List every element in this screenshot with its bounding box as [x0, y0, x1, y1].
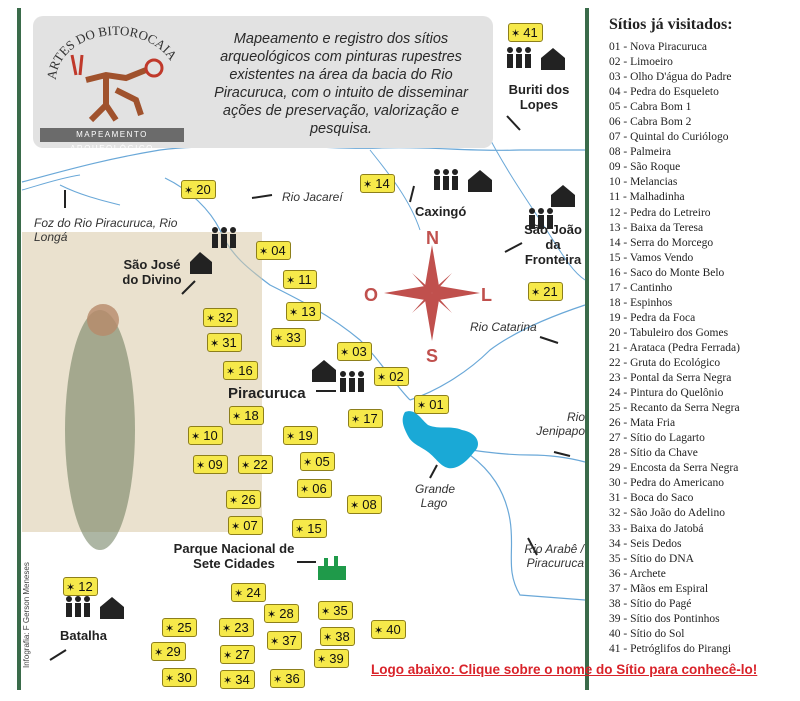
rock-art-icon: ✶ — [511, 28, 521, 40]
legend-item[interactable]: 38 - Sítio do Pagé — [609, 597, 692, 610]
legend-item[interactable]: 11 - Malhadinha — [609, 191, 685, 204]
site-marker-26[interactable]: ✶ 26 — [226, 490, 261, 509]
site-marker-18[interactable]: ✶ 18 — [229, 406, 264, 425]
legend-item[interactable]: 32 - São João do Adelino — [609, 507, 725, 520]
site-marker-40[interactable]: ✶ 40 — [371, 620, 406, 639]
legend-item[interactable]: 36 - Archete — [609, 567, 666, 580]
legend-item[interactable]: 23 - Pontal da Serra Negra — [609, 372, 732, 385]
place-buriti-dos-lopes: Buriti dos Lopes — [508, 82, 570, 112]
rock-art-icon: ✶ — [165, 673, 175, 685]
legend-item[interactable]: 08 - Palmeira — [609, 146, 671, 159]
site-marker-21[interactable]: ✶ 21 — [528, 282, 563, 301]
rock-art-icon: ✶ — [317, 654, 327, 666]
logo-text: ARTES DO BITOROCAIA — [43, 22, 181, 81]
legend-item[interactable]: 15 - Vamos Vendo — [609, 251, 694, 264]
people-house-icon — [66, 596, 124, 619]
arrow-icon — [410, 186, 414, 202]
rock-art-icon: ✶ — [273, 674, 283, 686]
river-line — [470, 455, 585, 600]
legend-item[interactable]: 20 - Tabuleiro dos Gomes — [609, 326, 729, 339]
legend-item[interactable]: 33 - Baixa do Jatobá — [609, 522, 704, 535]
river-label-jenipapo: Rio Jenipapo — [536, 410, 585, 438]
rock-art-icon: ✶ — [350, 500, 360, 512]
river-line — [22, 175, 80, 190]
legend-item[interactable]: 41 - Petróglifos do Pirangi — [609, 642, 732, 655]
rock-art-icon: ✶ — [377, 372, 387, 384]
arrow-icon — [554, 452, 570, 456]
place-caxingo: Caxingó — [415, 204, 467, 219]
site-marker-27[interactable]: ✶ 27 — [220, 645, 255, 664]
photo-person — [65, 310, 135, 550]
rock-art-icon: ✶ — [374, 625, 384, 637]
place-parque-nacional: Parque Nacional de Sete Cidades — [173, 541, 295, 571]
site-marker-29[interactable]: ✶ 29 — [151, 642, 186, 661]
site-marker-12[interactable]: ✶ 12 — [63, 577, 98, 596]
rock-art-icon: ✶ — [300, 484, 310, 496]
legend-item[interactable]: 30 - Pedra do Americano — [609, 477, 724, 490]
legend-item[interactable]: 34 - Seis Dedos — [609, 537, 682, 550]
legend-item[interactable]: 21 - Arataca (Pedra Ferrada) — [609, 341, 740, 354]
legend-list — [609, 40, 740, 657]
site-marker-24[interactable]: ✶ 24 — [231, 583, 266, 602]
rock-art-icon: ✶ — [259, 246, 269, 258]
place-sao-jose-do-divino: São José do Divino — [122, 257, 182, 287]
rock-art-icon: ✶ — [295, 524, 305, 536]
rock-art-icon: ✶ — [289, 307, 299, 319]
legend-item[interactable]: 39 - Sítio dos Pontinhos — [609, 612, 720, 625]
legend-title: Sítios já visitados: — [609, 16, 733, 33]
rock-art-icon: ✶ — [286, 275, 296, 287]
rock-art-icon: ✶ — [232, 411, 242, 423]
legend-item[interactable]: 29 - Encosta da Serra Negra — [609, 462, 739, 475]
logo-caption: MAPEAMENTO ARQUEOLÓGICO — [40, 128, 184, 142]
site-marker-32[interactable]: ✶ 32 — [203, 308, 238, 327]
rock-art-icon: ✶ — [223, 675, 233, 687]
logo — [36, 20, 194, 144]
rock-art-icon: ✶ — [351, 414, 361, 426]
rock-art-icon: ✶ — [270, 636, 280, 648]
site-marker-13[interactable]: ✶ 13 — [286, 302, 321, 321]
legend-item[interactable]: 27 - Sítio do Lagarto — [609, 432, 705, 445]
rock-art-icon: ✶ — [267, 609, 277, 621]
rock-art-icon: ✶ — [286, 431, 296, 443]
legend-item[interactable]: 16 - Saco do Monte Belo — [609, 266, 725, 279]
river-line — [60, 185, 120, 205]
site-marker-03[interactable]: ✶ 03 — [337, 342, 372, 361]
site-marker-38[interactable]: ✶ 38 — [320, 627, 355, 646]
compass-east: L — [481, 285, 492, 305]
rock-art-icon: ✶ — [363, 179, 373, 191]
rock-art-icon: ✶ — [231, 521, 241, 533]
site-marker-41[interactable]: ✶ 41 — [508, 23, 543, 42]
rock-art-icon: ✶ — [196, 460, 206, 472]
legend-item[interactable]: 14 - Serra do Morcego — [609, 236, 714, 249]
rock-art-icon: ✶ — [165, 623, 175, 635]
legend-item[interactable]: 07 - Quintal do Curiólogo — [609, 131, 729, 144]
site-marker-09[interactable]: ✶ 09 — [193, 455, 228, 474]
place-piracuruca: Piracuruca — [228, 385, 306, 402]
site-marker-31[interactable]: ✶ 31 — [207, 333, 242, 352]
river-label-jacarei: Rio Jacareí — [282, 190, 343, 204]
photo-credit: Infografia: F Gerson Meneses — [22, 562, 31, 668]
grande-lago-shape — [403, 411, 478, 468]
arrow-icon — [430, 465, 437, 478]
site-marker-30[interactable]: ✶ 30 — [162, 668, 197, 687]
legend-item[interactable]: 04 - Pedra do Esqueleto — [609, 86, 719, 99]
rock-art-icon: ✶ — [234, 588, 244, 600]
rock-art-icon: ✶ — [226, 366, 236, 378]
site-marker-28[interactable]: ✶ 28 — [264, 604, 299, 623]
river-label-foz: Foz do Rio Piracuruca, Rio Longá — [34, 216, 178, 244]
rock-art-icon: ✶ — [303, 457, 313, 469]
place-batalha: Batalha — [60, 628, 107, 643]
rock-art-icon: ✶ — [417, 400, 427, 412]
compass-west: O — [364, 285, 379, 305]
legend-item[interactable]: 03 - Olho D'água do Padre — [609, 71, 732, 84]
site-marker-11[interactable]: ✶ 11 — [283, 270, 317, 289]
site-marker-23[interactable]: ✶ 23 — [219, 618, 254, 637]
site-marker-04[interactable]: ✶ 04 — [256, 241, 291, 260]
rock-art-logo-icon — [36, 20, 194, 130]
photo-person-head — [87, 304, 119, 336]
site-marker-33[interactable]: ✶ 33 — [271, 328, 306, 347]
rock-art-icon: ✶ — [191, 431, 201, 443]
rock-art-icon: ✶ — [241, 460, 251, 472]
rock-art-icon: ✶ — [340, 347, 350, 359]
legend-item[interactable]: 19 - Pedra da Foca — [609, 311, 696, 324]
rock-art-icon: ✶ — [223, 650, 233, 662]
legend-item[interactable]: 02 - Limoeiro — [609, 56, 673, 69]
site-marker-10[interactable]: ✶ 10 — [188, 426, 223, 445]
site-marker-16[interactable]: ✶ 16 — [223, 361, 258, 380]
legend-item[interactable]: 35 - Sítio do DNA — [609, 552, 694, 565]
legend-item[interactable]: 10 - Melancias — [609, 176, 678, 189]
site-marker-19[interactable]: ✶ 19 — [283, 426, 318, 445]
site-marker-37[interactable]: ✶ 37 — [267, 631, 302, 650]
park-icon — [318, 556, 346, 580]
people-house-icon — [312, 360, 364, 392]
site-marker-01[interactable]: ✶ 01 — [414, 395, 449, 414]
rock-art-icon: ✶ — [154, 647, 164, 659]
legend-item[interactable]: 05 - Cabra Bom 1 — [609, 101, 692, 114]
river-label-catarina: Rio Catarina — [470, 320, 537, 334]
rock-art-icon: ✶ — [66, 582, 76, 594]
footer-instruction: Logo abaixo: Clique sobre o nome do Sítio para conhecê-lo! — [371, 662, 758, 677]
site-marker-06[interactable]: ✶ 06 — [297, 479, 332, 498]
legend-item[interactable]: 01 - Nova Piracuruca — [609, 41, 708, 53]
arrow-icon — [50, 650, 66, 660]
rock-art-icon: ✶ — [274, 333, 284, 345]
site-marker-02[interactable]: ✶ 02 — [374, 367, 409, 386]
site-marker-14[interactable]: ✶ 14 — [360, 174, 395, 193]
legend-item[interactable]: 09 - São Roque — [609, 161, 681, 174]
legend-item[interactable]: 28 - Sítio da Chave — [609, 447, 698, 460]
site-marker-22[interactable]: ✶ 22 — [238, 455, 273, 474]
rock-art-icon: ✶ — [229, 495, 239, 507]
site-marker-25[interactable]: ✶ 25 — [162, 618, 197, 637]
legend-item[interactable]: 13 - Baixa da Teresa — [609, 221, 704, 234]
legend-item[interactable]: 12 - Pedra do Letreiro — [609, 206, 711, 219]
site-marker-34[interactable]: ✶ 34 — [220, 670, 255, 689]
site-marker-35[interactable]: ✶ 35 — [318, 601, 353, 620]
river-label-arabe: Rio Arabê / Piracuruca — [524, 542, 584, 570]
legend-item[interactable]: 37 - Mãos em Espiral — [609, 582, 709, 595]
rock-art-icon: ✶ — [531, 287, 541, 299]
legend-item[interactable]: 06 - Cabra Bom 2 — [609, 116, 692, 129]
rock-art-icon: ✶ — [222, 623, 232, 635]
site-marker-08[interactable]: ✶ 08 — [347, 495, 382, 514]
site-marker-05[interactable]: ✶ 05 — [300, 452, 335, 471]
site-marker-07[interactable]: ✶ 07 — [228, 516, 263, 535]
place-sao-joao-da-fronteira: São João da Fronteira — [524, 222, 582, 267]
legend-item[interactable]: 31 - Boca do Saco — [609, 492, 694, 505]
site-marker-15[interactable]: ✶ 15 — [292, 519, 327, 538]
rock-art-icon: ✶ — [184, 185, 194, 197]
compass-south: S — [426, 346, 439, 366]
site-marker-36[interactable]: ✶ 36 — [270, 669, 305, 688]
legend-item[interactable]: 24 - Pintura do Quelônio — [609, 387, 724, 400]
compass-rose-icon — [384, 245, 480, 341]
site-marker-20[interactable]: ✶ 20 — [181, 180, 216, 199]
rock-art-icon: ✶ — [323, 632, 333, 644]
legend-item[interactable]: 18 - Espinhos — [609, 296, 673, 309]
compass-north: N — [426, 228, 439, 248]
legend-item[interactable]: 25 - Recanto da Serra Negra — [609, 402, 740, 415]
site-marker-39[interactable]: ✶ 39 — [314, 649, 349, 668]
rock-art-icon: ✶ — [321, 606, 331, 618]
intro-text: Mapeamento e registro dos sítios arqueológicos com pinturas rupestres existentes na área da bacia do Rio Piracuruca, com o intuito de disseminar ações de preservação, valorização e pesquisa. — [214, 31, 468, 137]
rock-art-icon: ✶ — [206, 313, 216, 325]
legend-item[interactable]: 40 - Sítio do Sol — [609, 627, 685, 640]
people-house-icon — [434, 169, 492, 192]
arrow-icon — [252, 195, 272, 198]
site-marker-17[interactable]: ✶ 17 — [348, 409, 383, 428]
rock-art-icon: ✶ — [210, 338, 220, 350]
legend-item[interactable]: 17 - Cantinho — [609, 281, 673, 294]
legend-item[interactable]: 22 - Gruta do Ecológico — [609, 356, 721, 369]
arrow-icon — [540, 337, 558, 343]
river-label-grande-lago: Grande Lago — [415, 482, 456, 510]
people-house-icon — [507, 47, 565, 70]
arrow-icon — [507, 116, 520, 130]
legend-item[interactable]: 26 - Mata Fria — [609, 417, 676, 430]
